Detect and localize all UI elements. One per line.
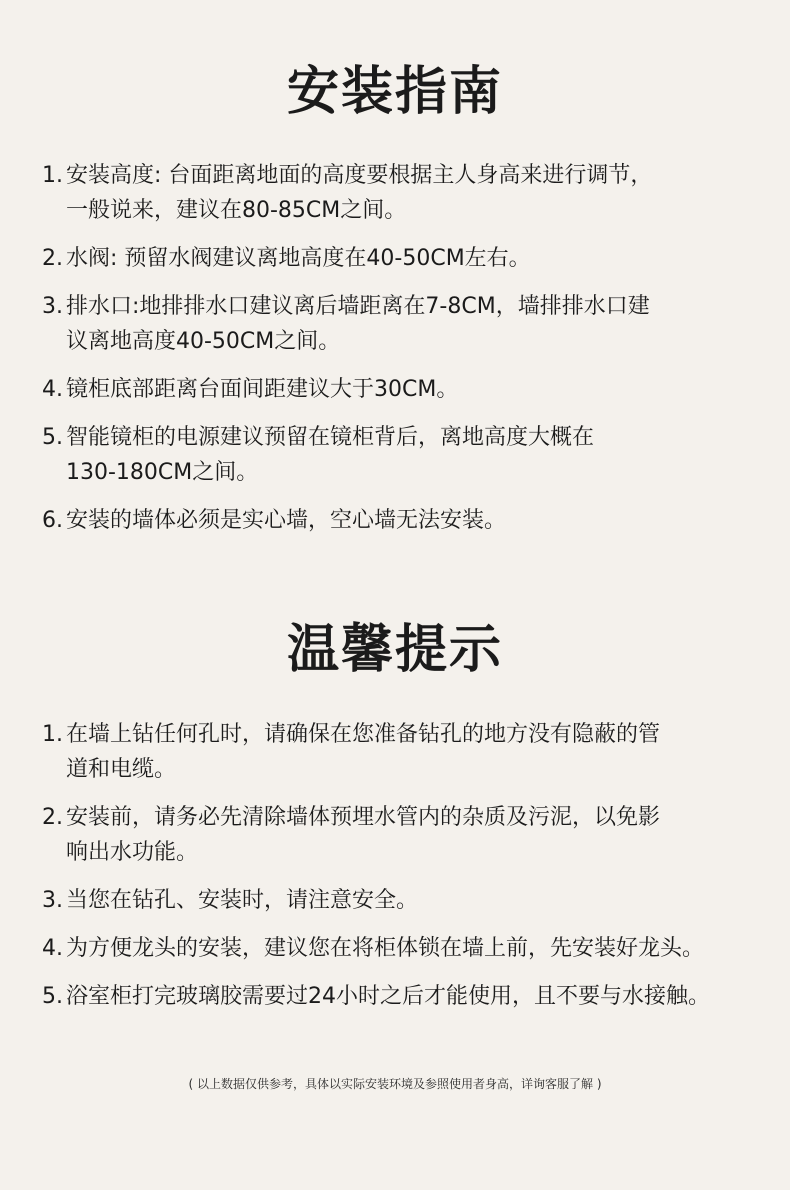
item-text-line: 道和电缆。 <box>66 757 177 782</box>
list-item <box>42 503 762 538</box>
item-text-line: 安装的墙体必须是实心墙，空心墙无法安装。 <box>66 508 507 533</box>
list-item <box>42 241 762 276</box>
item-text-line: 为方便龙头的安装，建议您在将柜体锁在墙上前，先安装好龙头。 <box>66 936 705 961</box>
guide-list <box>42 158 762 551</box>
item-text-line: 议离地高度40-50CM之间。 <box>66 329 341 354</box>
footnote: ( 以上数据仅供参考，具体以实际安装环境及参照使用者身高，详询客服了解 ) <box>188 1077 602 1091</box>
item-number: 4. <box>42 936 63 961</box>
item-number: 5. <box>42 984 63 1009</box>
item-text-line: 镜柜底部距离台面间距建议大于30CM。 <box>66 377 459 402</box>
item-number: 5. <box>42 425 63 450</box>
list-item <box>42 800 762 870</box>
list-item <box>42 883 762 918</box>
item-number: 1. <box>42 722 63 747</box>
item-text-line: 安装高度: 台面距离地面的高度要根据主人身高来进行调节， <box>66 163 653 188</box>
item-number: 1. <box>42 163 63 188</box>
item-number: 4. <box>42 377 63 402</box>
list-item <box>42 289 762 359</box>
item-text-line: 130-180CM之间。 <box>66 460 259 485</box>
item-text-line: 水阀: 预留水阀建议离地高度在40-50CM左右。 <box>66 246 531 271</box>
item-text-line: 在墙上钻任何孔时，请确保在您准备钻孔的地方没有隐蔽的管 <box>66 722 661 747</box>
item-text-line: 智能镜柜的电源建议预留在镜柜背后，离地高度大概在 <box>66 425 595 450</box>
section-title-guide: 安装指南 <box>286 62 503 122</box>
item-text-line: 安装前，请务必先清除墙体预埋水管内的杂质及污泥，以免影 <box>66 805 661 830</box>
item-text-line: 响出水功能。 <box>66 840 199 865</box>
item-number: 6. <box>42 508 63 533</box>
list-item <box>42 717 762 787</box>
item-text-line: 当您在钻孔、安装时，请注意安全。 <box>66 888 419 913</box>
item-number: 2. <box>42 246 63 271</box>
item-text-line: 排水口:地排排水口建议离后墙距离在7-8CM，墙排排水口建 <box>66 294 650 319</box>
list-item <box>42 372 762 407</box>
list-item <box>42 931 762 966</box>
tips-list <box>42 717 762 1027</box>
item-number: 3. <box>42 888 63 913</box>
section-title-tips: 温馨提示 <box>286 620 503 680</box>
item-text-line: 浴室柜打完玻璃胶需要过24小时之后才能使用，且不要与水接触。 <box>66 984 710 1009</box>
list-item <box>42 158 762 228</box>
list-item <box>42 979 762 1014</box>
item-number: 2. <box>42 805 63 830</box>
item-number: 3. <box>42 294 63 319</box>
item-text-line: 一般说来，建议在80-85CM之间。 <box>66 198 407 223</box>
list-item <box>42 420 762 490</box>
